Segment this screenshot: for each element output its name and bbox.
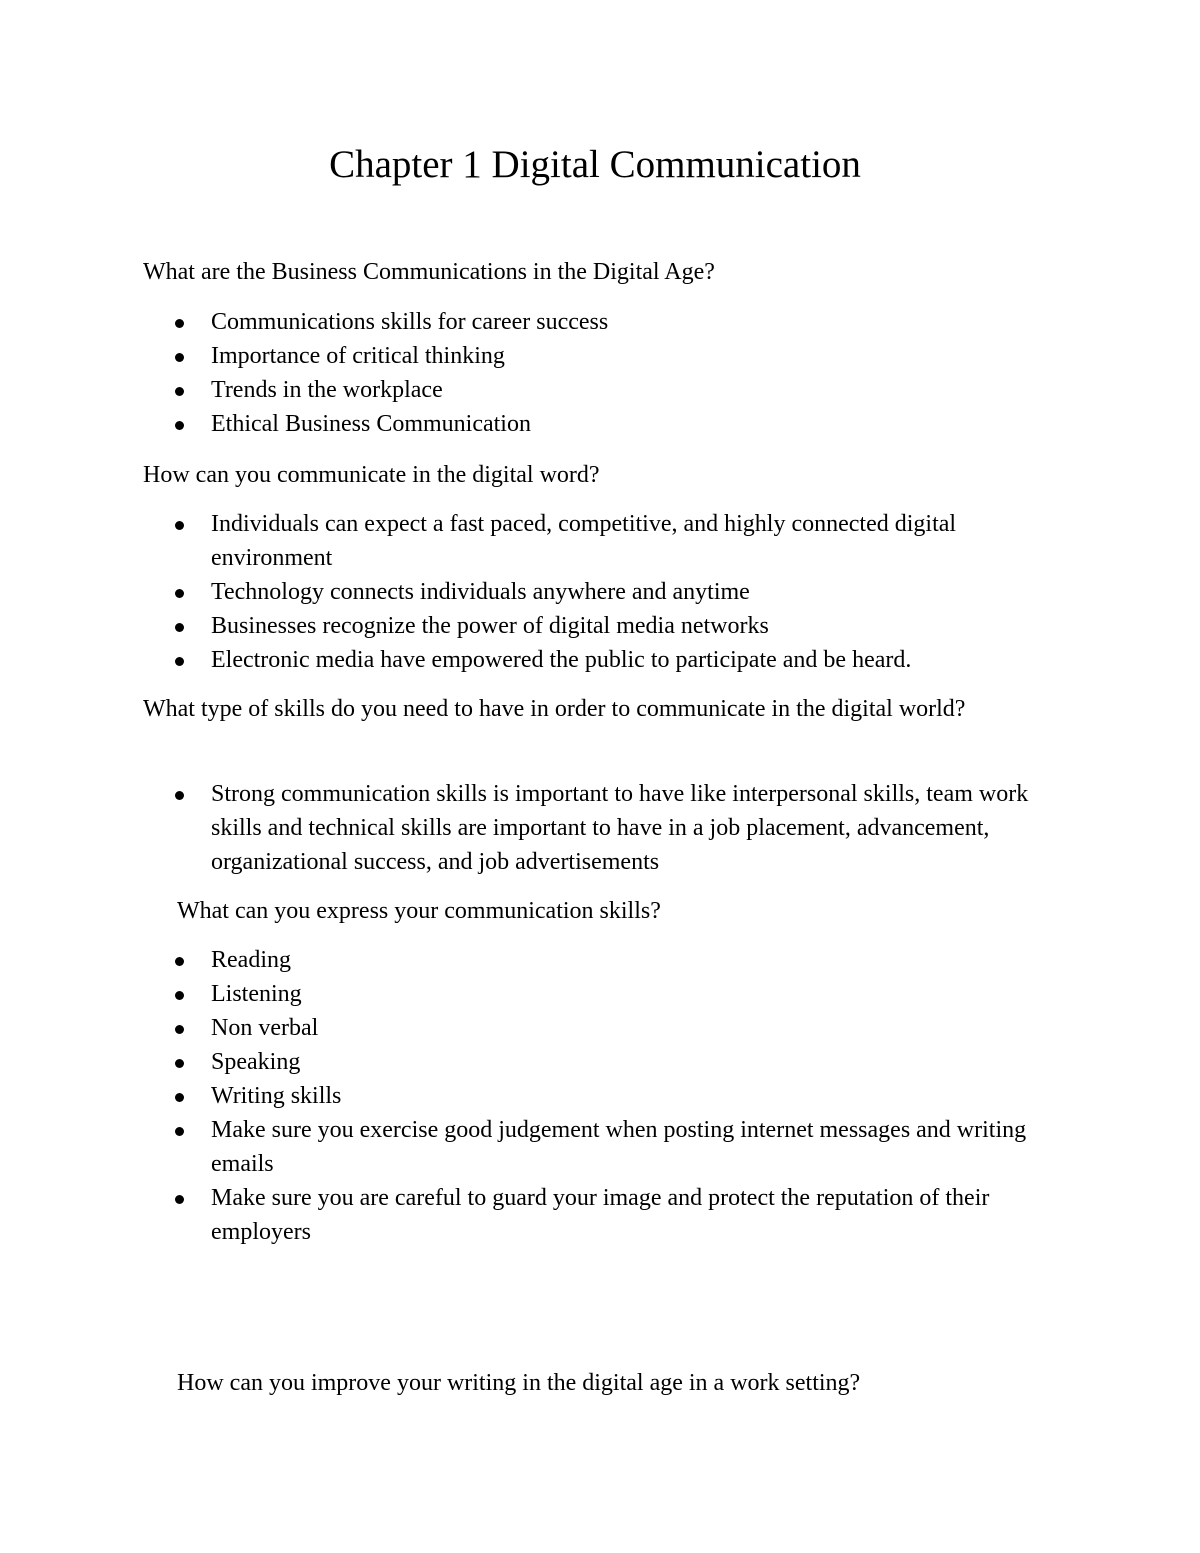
list-item: Communications skills for career success [0, 305, 1071, 339]
bullet-icon [175, 421, 184, 430]
list-item: Electronic media have empowered the public to participate and be heard. [0, 643, 1071, 677]
bullet-list [0, 777, 1100, 879]
list-item: Trends in the workplace [0, 373, 1071, 407]
section-question: What type of skills do you need to have in order to communicate in the digital world? [143, 696, 966, 722]
bullet-icon [175, 1093, 184, 1102]
list-item: Individuals can expect a fast paced, competitive, and highly connected digital environment [0, 507, 1071, 575]
bullet-icon [175, 589, 184, 598]
list-item: Reading [0, 943, 1071, 977]
list-item: Technology connects individuals anywhere and anytime [0, 575, 1071, 609]
list-item: Make sure you exercise good judgement when posting internet messages and writing emails [0, 1113, 1071, 1181]
bullet-icon [175, 353, 184, 362]
bullet-icon [175, 991, 184, 1000]
list-item: Non verbal [0, 1011, 1071, 1045]
bullet-list [0, 305, 1100, 441]
list-item: Listening [0, 977, 1071, 1011]
section-question: How can you communicate in the digital word? [143, 462, 600, 488]
bullet-icon [175, 657, 184, 666]
page-title: Chapter 1 Digital Communication [329, 143, 861, 186]
list-item: Ethical Business Communication [0, 407, 1071, 441]
section-question: What are the Business Communications in the Digital Age? [143, 259, 715, 285]
bullet-icon [175, 1025, 184, 1034]
bullet-icon [175, 1195, 184, 1204]
bullet-icon [175, 623, 184, 632]
list-item: Writing skills [0, 1079, 1071, 1113]
bullet-icon [175, 319, 184, 328]
bullet-list [0, 943, 1100, 1249]
bullet-icon [175, 1059, 184, 1068]
section-question: How can you improve your writing in the digital age in a work setting? [177, 1370, 861, 1396]
list-item: Strong communication skills is important to have like interpersonal skills, team work skills and technical skills are important to have in a job placement, advancement, organizational success, and job advertisements [0, 777, 1071, 879]
bullet-icon [175, 957, 184, 966]
bullet-list [0, 507, 1100, 677]
bullet-icon [175, 1127, 184, 1136]
section-question: What can you express your communication skills? [177, 898, 661, 924]
list-item: Importance of critical thinking [0, 339, 1071, 373]
bullet-icon [175, 791, 184, 800]
bullet-icon [175, 521, 184, 530]
list-item: Make sure you are careful to guard your image and protect the reputation of their employers [0, 1181, 1071, 1249]
bullet-icon [175, 387, 184, 396]
list-item: Speaking [0, 1045, 1071, 1079]
list-item: Businesses recognize the power of digital media networks [0, 609, 1071, 643]
